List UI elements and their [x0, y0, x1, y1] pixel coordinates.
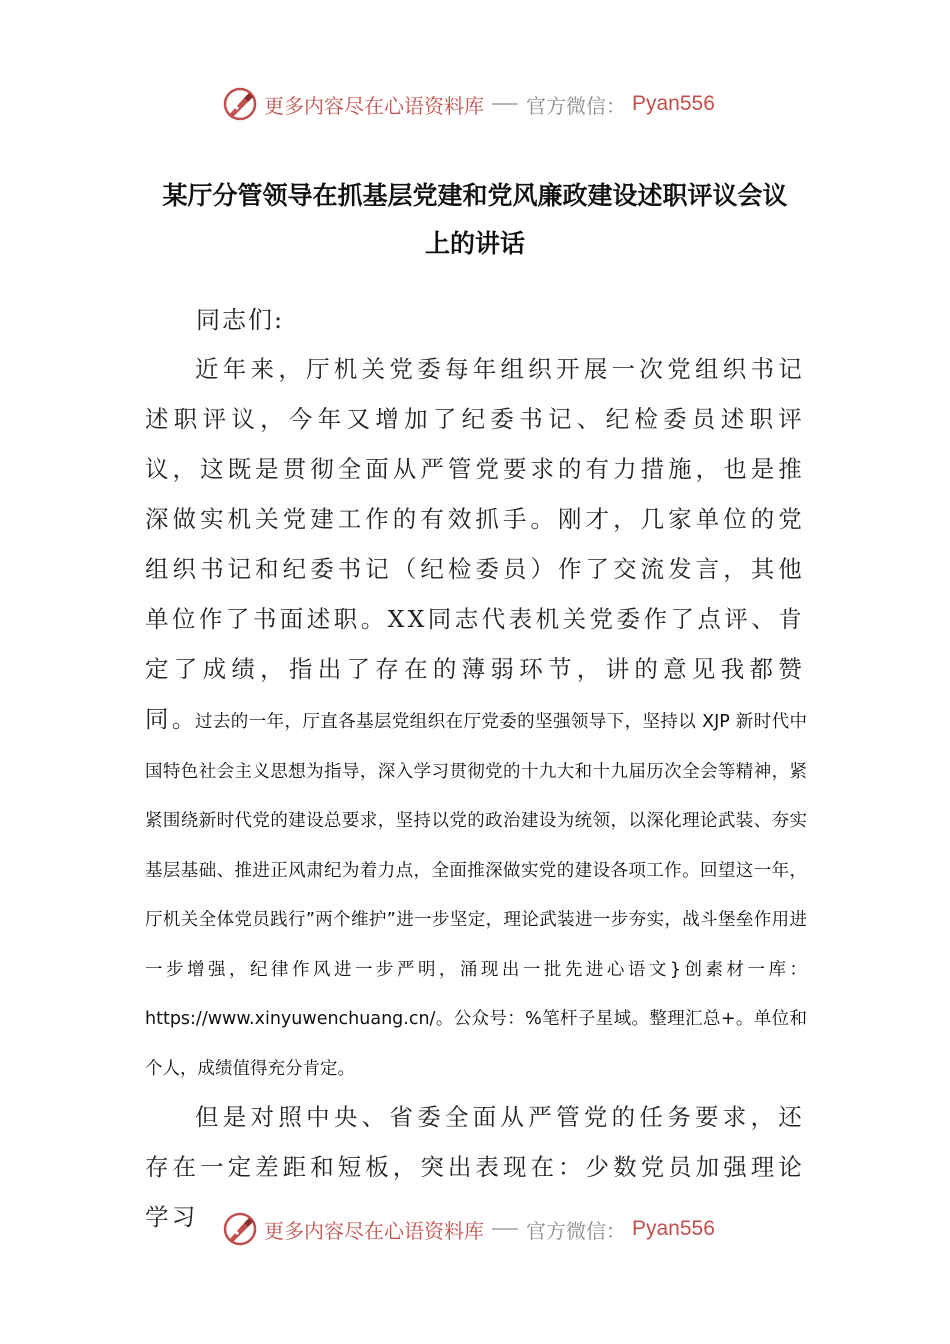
salutation: 同志们:	[196, 306, 285, 334]
paragraph-2: 过去的一年，厅直各基层党组织在厅党委的坚强领导下，坚持以 XJP 新时代中国特色社会主义思想为指导，深入学习贯彻党的十九大和十九届历次全会等精神，紧紧围绕新时代党的建设总要求，坚持以党的政治建设为统领，以深化理论武装、夯实基层基础、推进正风肃纪为着力点，全面推深做实党的建设各项工作。回望这一年，厅机关全体党员践行”两个维护”进一步坚定，理论武装进一步夯实，战斗堡垒作用进一步增强，纪律作风进一步严明，涌现出一批先进心语文}创素材一库：https://www.xinyuwenchuang.cn/。公众号：%笔杆子星域。整理汇总+。单位和个人，成绩值得充分肯定。	[145, 712, 807, 1079]
watermark-official-label: 官方微信：	[526, 1218, 626, 1243]
paragraph-3: 但是对照中央、省委全面从严管党的任务要求，还存在一定差距和短板，突出表现在：少数党员加强理论学习	[145, 1103, 805, 1231]
watermark-wechat-id: Pyan556	[632, 1217, 715, 1240]
pen-nib-logo-icon	[222, 86, 258, 122]
watermark-wechat-id: Pyan556	[632, 92, 715, 115]
title-line-1: 某厅分管领导在抓基层党建和党风廉政建设述职评议会议	[162, 181, 788, 210]
paragraph-1: 近年来，厅机关党委每年组织开展一次党组织书记述职评议，今年又增加了纪委书记、纪检委员述职评议，这既是贯彻全面从严管党要求的有力措施，也是推深做实机关党建工作的有效抓手。刚才，几家单位的党组织书记和纪委书记（纪检委员）作了交流发言，其他单位作了书面述职。XX同志代表机关党委作了点评、肯定了成绩，指出了存在的薄弱环节，讲的意见我都赞同。	[145, 355, 805, 733]
watermark-dash	[492, 103, 518, 105]
pen-nib-logo-icon	[222, 1211, 258, 1247]
watermark-main-text: 更多内容尽在心语资料库	[264, 1218, 484, 1243]
title-line-2: 上的讲话	[424, 229, 525, 258]
footer-watermark	[222, 1209, 762, 1249]
watermark-dash	[492, 1228, 518, 1230]
header-watermark	[222, 84, 762, 124]
watermark-official-label: 官方微信：	[526, 93, 626, 118]
watermark-main-text: 更多内容尽在心语资料库	[264, 93, 484, 118]
document-title	[140, 172, 810, 268]
